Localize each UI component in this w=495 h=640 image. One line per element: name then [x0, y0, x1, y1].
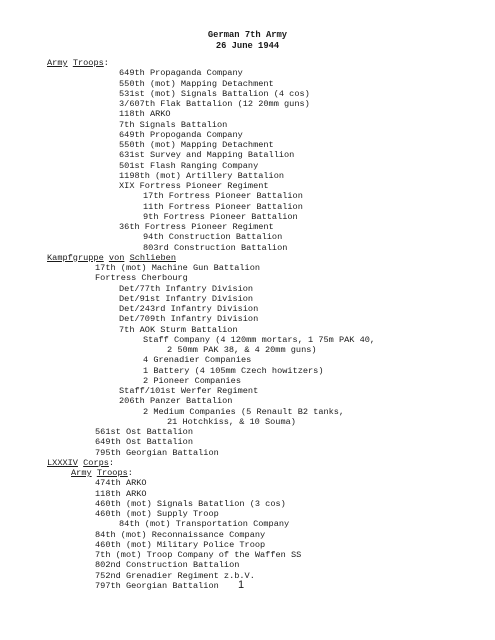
list-item: 649th Propaganda Company — [119, 68, 243, 79]
list-item: 1198th (mot) Artillery Battalion — [119, 170, 285, 181]
list-item: 36th Fortress Pioneer Regiment — [119, 222, 274, 232]
list-item: Det/77th Infantry Division — [119, 283, 254, 294]
list-item: XIX Fortress Pioneer Regiment — [119, 181, 269, 191]
list-item: Det/709th Infantry Division — [119, 314, 259, 325]
list-item: 11th Fortress Pioneer Battalion — [143, 201, 303, 212]
list-item: Fortress Cherbourg — [95, 273, 188, 284]
list-item: 118th ARKO — [119, 109, 171, 120]
list-item: 531st (mot) Signals Battalion (4 cos) — [119, 88, 310, 99]
document-body — [47, 58, 477, 591]
document-title: German 7th Army — [207, 30, 288, 40]
list-item: 1 Battery (4 105mm Czech howitzers) — [143, 365, 324, 376]
list-item: Staff/101st Werfer Regiment — [119, 386, 259, 396]
list-item: 7th AOK Sturm Battalion — [119, 324, 238, 335]
list-item: 460th (mot) Supply Troop — [95, 509, 219, 519]
list-item: 4 Grenadier Companies — [143, 355, 252, 366]
list-item: 752nd Grenadier Regiment z.b.V. — [95, 570, 255, 581]
section-heading-kampfgruppe: Kampfgruppe von Schlieben — [47, 252, 176, 263]
list-item: 631st Survey and Mapping Batallion — [119, 150, 295, 161]
list-item: 797th Georgian Battalion — [95, 580, 219, 591]
list-item: Det/91st Infantry Division — [119, 293, 254, 304]
list-item: 649th Propoganda Company — [119, 129, 243, 140]
section-heading-army-troops: Army Troops: — [47, 58, 109, 68]
list-item: 3/607th Flak Battalion (12 20mm guns) — [119, 99, 310, 109]
list-item: 206th Panzer Battalion — [119, 396, 233, 407]
list-item: 460th (mot) Signals Batatlion (3 cos) — [95, 498, 286, 509]
list-item: 802nd Construction Battalion — [95, 560, 240, 571]
list-item: 7th Signals Battalion — [119, 119, 228, 130]
list-item: Det/243rd Infantry Division — [119, 304, 259, 314]
list-item: 501st Flash Ranging Company — [119, 160, 259, 171]
list-item: Staff Company (4 120mm mortars, 1 75m PAK 40, — [143, 334, 376, 345]
list-item-continued: 21 Hotchkiss, & 10 Souma) — [167, 416, 296, 427]
section-heading-corps: LXXXIV Corps: — [47, 457, 115, 468]
list-item: 460th (mot) Military Police Troop — [95, 539, 266, 550]
list-item: 474th ARKO — [95, 478, 147, 489]
list-item-continued: 2 50mm PAK 38, & 4 20mm guns) — [167, 345, 317, 355]
list-item: 9th Fortress Pioneer Battalion — [143, 211, 298, 222]
list-item: 118th ARKO — [95, 488, 147, 499]
list-item: 17th (mot) Machine Gun Battalion — [95, 263, 261, 273]
list-item: 7th (mot) Troop Company of the Waffen SS — [95, 550, 302, 560]
list-item: 795th Georgian Battalion — [95, 447, 219, 458]
list-item: 550th (mot) Mapping Detachment — [119, 140, 274, 150]
list-item: 94th Construction Battalion — [143, 232, 283, 243]
subsection-heading-army-troops: Army Troops: — [71, 468, 133, 478]
list-item: 84th (mot) Reconnaissance Company — [95, 529, 266, 540]
list-item: 84th (mot) Transportation Company — [119, 519, 290, 530]
document-date: 26 June 1944 — [215, 41, 280, 51]
list-item: 649th Ost Battalion — [95, 437, 193, 448]
page-number: 1 — [238, 579, 245, 591]
list-item: 550th (mot) Mapping Detachment — [119, 78, 274, 89]
list-item: 17th Fortress Pioneer Battalion — [143, 191, 303, 202]
list-item: 2 Pioneer Companies — [143, 375, 241, 386]
list-item: 803rd Construction Battalion — [143, 242, 288, 253]
list-item: 561st Ost Battalion — [95, 427, 193, 437]
list-item: 2 Medium Companies (5 Renault B2 tanks, — [143, 406, 345, 417]
